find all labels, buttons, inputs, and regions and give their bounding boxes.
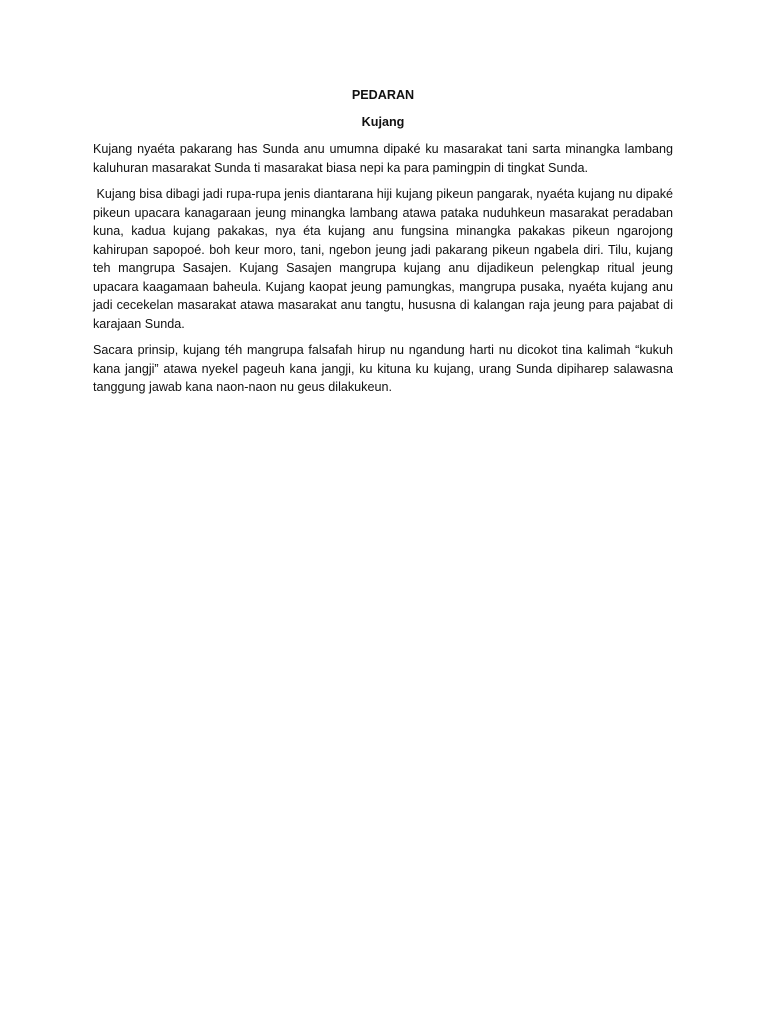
document-subtitle: Kujang (361, 114, 405, 129)
document-page (93, 86, 677, 405)
paragraph-3: Sacara prinsip, kujang téh mangrupa falsafah hirup nu ngandung harti nu dicokot tina kalimah “kukuh kana jangji” atawa nyekel pageuh kana jangji, ku kituna ku kujang, urang Sunda dipiharep salawasna tanggung jawab kana naon-naon nu geus dilakukeun. (93, 343, 673, 394)
paragraph-1: Kujang nyaéta pakarang has Sunda anu umumna dipaké ku masarakat tani sarta minangka lambang kaluhuran masarakat Sunda ti masarakat biasa nepi ka para pamingpin di tingkat Sunda. (93, 142, 673, 175)
document-title: PEDARAN (351, 88, 415, 102)
paragraph-2: Kujang bisa dibagi jadi rupa-rupa jenis diantarana hiji kujang pikeun pangarak, nyaéta kujang nu dipaké pikeun upacara kanagaraan jeung minangka lambang atawa pataka nuduhkeun masarakat peradaban kuna, kadua kujang pakakas, nya éta kujang anu fungsina minangka pakakas pikeun ngarojong kahirupan sapopoé. boh keur moro, tani, ngebon jeung jadi pakarang pikeun ngabela diri. Tilu, kujang teh mangrupa Sasajen. Kujang Sasajen mangrupa kujang anu dijadikeun pelengkap ritual jeung upacara kaagamaan baheula. Kujang kaopat jeung pamungkas, mangrupa pusaka, nyaéta kujang anu jadi cecekelan masarakat atawa masarakat anu tangtu, hususna di kalangan raja jeung para pajabat di karajaan Sunda. (93, 187, 677, 331)
